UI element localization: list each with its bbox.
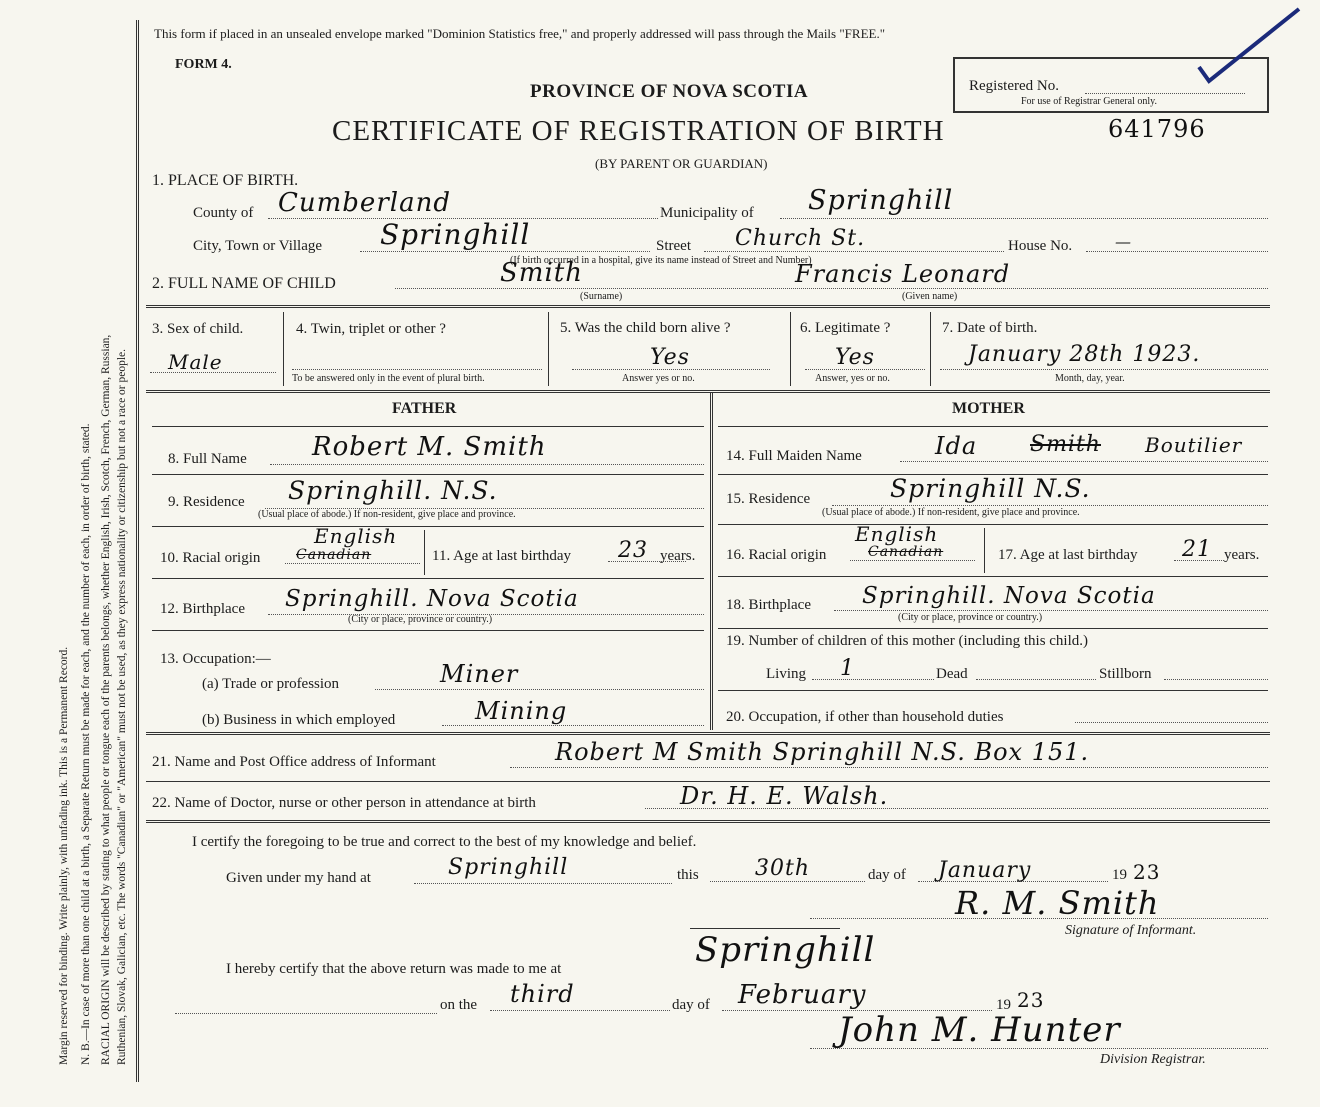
father-rule-4 bbox=[152, 578, 704, 579]
dead-label: Dead bbox=[936, 666, 968, 682]
mother-residence-label: 15. Residence bbox=[726, 491, 811, 507]
street-line bbox=[704, 251, 1004, 252]
father-heading: FATHER bbox=[392, 400, 457, 417]
page-subtitle: (BY PARENT OR GUARDIAN) bbox=[595, 156, 768, 171]
informant-signature-label: Signature of Informant. bbox=[1065, 923, 1197, 938]
dead-line bbox=[976, 679, 1096, 680]
stillborn-line bbox=[1164, 679, 1268, 680]
sex-label: 3. Sex of child. bbox=[152, 321, 244, 337]
born-alive-label: 5. Was the child born alive ? bbox=[560, 320, 731, 336]
registrar-signature: John M. Hunter bbox=[838, 1010, 1121, 1050]
father-birthplace-note: (City or place, province or country.) bbox=[348, 614, 493, 625]
twin-line bbox=[292, 369, 542, 370]
registrar-signature-label: Division Registrar. bbox=[1100, 1052, 1206, 1067]
given-at-line bbox=[414, 883, 672, 884]
surname-note: (Surname) bbox=[580, 291, 623, 302]
box-divider-2 bbox=[548, 312, 549, 386]
box-divider-3 bbox=[790, 312, 791, 386]
informant-line bbox=[510, 767, 1268, 768]
mother-rule-6 bbox=[718, 690, 1268, 691]
father-trade-label: (a) Trade or profession bbox=[202, 676, 340, 692]
father-residence-note: (Usual place of abode.) If non-resident, give place and province. bbox=[258, 509, 516, 520]
father-rule-1 bbox=[152, 426, 704, 427]
twin-note: To be answered only in the event of plural birth. bbox=[292, 373, 485, 384]
registrar-statement: I hereby certify that the above return was made to me at bbox=[226, 961, 562, 977]
day-of-label: day of bbox=[868, 867, 906, 883]
mother-racial-origin-struck: Canadian bbox=[868, 544, 944, 560]
section-divider-parents bbox=[146, 390, 1270, 393]
mother-rule-3 bbox=[718, 524, 1268, 525]
city-label: City, Town or Village bbox=[193, 238, 323, 254]
father-name-value: Robert M. Smith bbox=[312, 432, 547, 462]
father-racial-origin-label: 10. Racial origin bbox=[160, 550, 261, 566]
hospital-note: (If birth occurred in a hospital, give its name instead of Street and Number) bbox=[510, 255, 812, 266]
given-at-label: Given under my hand at bbox=[226, 870, 371, 886]
registrar-place-value: Springhill bbox=[695, 930, 876, 970]
stillborn-label: Stillborn bbox=[1099, 666, 1152, 682]
father-rule-5 bbox=[152, 630, 704, 631]
registrar-separator bbox=[690, 928, 840, 929]
mother-racial-age-divider bbox=[984, 528, 985, 573]
mother-rule-1 bbox=[718, 426, 1268, 427]
day-value: 30th bbox=[755, 856, 811, 881]
mother-name-line bbox=[900, 461, 1268, 462]
margin-racial-origin-note-1: RACIAL ORIGIN will be described by stating to what people or tongue each of the parents belongs, whether English, Irish, Scotch, French, German, Russian, bbox=[100, 334, 112, 1065]
mother-age-value: 21 bbox=[1182, 537, 1212, 562]
informant-signature: R. M. Smith bbox=[955, 884, 1160, 922]
father-residence-label: 9. Residence bbox=[168, 494, 245, 510]
father-occupation-label: 13. Occupation:— bbox=[160, 651, 271, 667]
mother-name-label: 14. Full Maiden Name bbox=[726, 448, 862, 464]
county-label: County of bbox=[193, 205, 254, 221]
father-trade-line bbox=[375, 689, 704, 690]
mother-occupation-line bbox=[1075, 722, 1268, 723]
mother-racial-origin-value: English bbox=[855, 522, 939, 546]
mother-age-label: 17. Age at last birthday bbox=[998, 547, 1138, 563]
form-number: FORM 4. bbox=[175, 57, 232, 72]
house-number-label: House No. bbox=[1008, 238, 1073, 254]
mother-occupation-label: 20. Occupation, if other than household duties bbox=[726, 709, 1004, 725]
section-divider-top bbox=[146, 305, 1270, 308]
living-label: Living bbox=[766, 666, 806, 682]
day-line bbox=[710, 881, 865, 882]
mother-racial-origin-label: 16. Racial origin bbox=[726, 547, 827, 563]
child-name-label: 2. FULL NAME OF CHILD bbox=[152, 275, 336, 292]
date-of-birth-line bbox=[940, 369, 1268, 370]
mother-birthplace-line bbox=[834, 610, 1268, 611]
father-racial-age-divider bbox=[424, 530, 425, 575]
given-name-note: (Given name) bbox=[902, 291, 958, 302]
father-business-line bbox=[442, 725, 704, 726]
date-of-birth-note: Month, day, year. bbox=[1055, 373, 1125, 384]
year-prefix: 19 bbox=[1112, 867, 1127, 883]
county-value: Cumberland bbox=[278, 188, 451, 218]
municipality-value: Springhill bbox=[808, 185, 954, 216]
house-number-value: — bbox=[1115, 232, 1132, 251]
municipality-line bbox=[780, 218, 1268, 219]
house-number-line bbox=[1086, 251, 1268, 252]
box-divider-1 bbox=[283, 312, 284, 386]
certificate-number: 641796 bbox=[1108, 115, 1206, 143]
city-value: Springhill bbox=[380, 218, 531, 251]
living-value: 1 bbox=[840, 656, 855, 681]
father-mother-divider bbox=[710, 392, 713, 730]
mother-age-years: years. bbox=[1224, 547, 1260, 563]
mother-residence-line bbox=[832, 505, 1268, 506]
mother-heading: MOTHER bbox=[952, 400, 1025, 417]
mother-name-first: Ida bbox=[935, 432, 978, 460]
municipality-label: Municipality of bbox=[660, 205, 754, 221]
mother-birthplace-value: Springhill. Nova Scotia bbox=[862, 583, 1156, 609]
place-of-birth-heading: 1. PLACE OF BIRTH. bbox=[152, 172, 299, 189]
binding-margin-rule bbox=[136, 20, 139, 1082]
registered-number-note: For use of Registrar General only. bbox=[1021, 96, 1157, 107]
registered-number-label: Registered No. bbox=[969, 78, 1059, 94]
date-of-birth-label: 7. Date of birth. bbox=[942, 320, 1038, 336]
informant-value: Robert M Smith Springhill N.S. Box 151. bbox=[555, 738, 1090, 766]
registrar-year-value: 23 bbox=[1017, 988, 1045, 1012]
father-business-label: (b) Business in which employed bbox=[202, 712, 396, 728]
legitimate-note: Answer, yes or no. bbox=[815, 373, 890, 384]
mother-name-struck: Smith bbox=[1030, 432, 1101, 457]
father-racial-origin-value: English bbox=[314, 524, 398, 548]
section-divider-informant bbox=[146, 732, 1270, 735]
free-postage-notice: This form if placed in an unsealed envelope marked "Dominion Statistics free," and properly addressed will pass through the Mails "FREE." bbox=[154, 26, 886, 41]
father-business-value: Mining bbox=[475, 697, 568, 725]
given-at-value: Springhill bbox=[448, 855, 569, 880]
living-line bbox=[812, 679, 934, 680]
father-rule-2 bbox=[152, 474, 704, 475]
born-alive-note: Answer yes or no. bbox=[622, 373, 695, 384]
registered-number-line bbox=[1085, 93, 1245, 94]
legitimate-label: 6. Legitimate ? bbox=[800, 320, 891, 336]
month-value: January bbox=[938, 858, 1032, 883]
registrar-day-line bbox=[490, 1010, 670, 1011]
twin-label: 4. Twin, triplet or other ? bbox=[296, 321, 446, 337]
year-value: 23 bbox=[1133, 860, 1161, 884]
father-name-line bbox=[270, 464, 704, 465]
father-racial-origin-line bbox=[285, 563, 420, 564]
mother-racial-origin-line bbox=[850, 560, 975, 561]
registrar-place-line bbox=[175, 1013, 437, 1014]
mother-birthplace-note: (City or place, province or country.) bbox=[898, 612, 1043, 623]
mother-rule-5 bbox=[718, 628, 1268, 629]
doctor-value: Dr. H. E. Walsh. bbox=[680, 782, 889, 810]
mother-name-last: Boutilier bbox=[1145, 433, 1243, 457]
mother-birthplace-label: 18. Birthplace bbox=[726, 597, 811, 613]
child-given-name-value: Francis Leonard bbox=[795, 260, 1011, 288]
mother-residence-note: (Usual place of abode.) If non-resident, give place and province. bbox=[822, 507, 1080, 518]
certify-statement: I certify the foregoing to be true and correct to the best of my knowledge and belief. bbox=[192, 834, 697, 850]
date-of-birth-value: January 28th 1923. bbox=[968, 342, 1201, 367]
father-racial-origin-struck: Canadian bbox=[296, 547, 372, 563]
child-name-line bbox=[395, 288, 1268, 289]
mother-rule-4 bbox=[718, 576, 1268, 577]
father-residence-value: Springhill. N.S. bbox=[288, 476, 498, 505]
mother-residence-value: Springhill N.S. bbox=[890, 474, 1091, 503]
margin-racial-origin-note-2: Ruthenian, Slovak, Galician, etc. The words "Canadian" or "American" must not be used, as they express nationality or citizenship but not a race or people. bbox=[116, 348, 128, 1065]
page-title: CERTIFICATE OF REGISTRATION OF BIRTH bbox=[332, 115, 945, 147]
on-the-label: on the bbox=[440, 997, 478, 1013]
this-label: this bbox=[677, 867, 699, 883]
mother-children-label: 19. Number of children of this mother (including this child.) bbox=[726, 633, 1089, 649]
registrar-year-prefix: 19 bbox=[996, 997, 1011, 1013]
registrar-day-value: third bbox=[510, 980, 575, 1008]
margin-plural-birth-note: N. B.—In case of more than one child at a birth, a Separate Return must be made for each, and the number of each, in order of birth, stated. bbox=[80, 423, 92, 1065]
doctor-label: 22. Name of Doctor, nurse or other person in attendance at birth bbox=[152, 795, 536, 811]
informant-label: 21. Name and Post Office address of Informant bbox=[152, 754, 436, 770]
checkmark-icon bbox=[1195, 5, 1305, 85]
father-birthplace-label: 12. Birthplace bbox=[160, 601, 245, 617]
registrar-day-of-label: day of bbox=[672, 997, 710, 1013]
legitimate-value: Yes bbox=[835, 345, 875, 370]
section-divider-certify bbox=[146, 820, 1270, 823]
street-label: Street bbox=[656, 238, 691, 254]
born-alive-value: Yes bbox=[650, 345, 690, 370]
province-heading: PROVINCE OF NOVA SCOTIA bbox=[530, 81, 809, 102]
father-birthplace-value: Springhill. Nova Scotia bbox=[285, 586, 579, 612]
box-divider-4 bbox=[930, 312, 931, 386]
margin-binding-note: Margin reserved for binding. Write plainly, with unfading ink. This is a Permanent Record. bbox=[58, 646, 70, 1065]
father-age-value: 23 bbox=[618, 538, 648, 563]
father-trade-value: Miner bbox=[440, 660, 519, 688]
father-age-years: years. bbox=[660, 548, 696, 564]
father-name-label: 8. Full Name bbox=[168, 451, 247, 467]
street-value: Church St. bbox=[735, 226, 866, 251]
father-age-label: 11. Age at last birthday bbox=[432, 548, 571, 564]
child-surname-value: Smith bbox=[500, 258, 583, 288]
registrar-month-value: February bbox=[738, 980, 867, 1010]
father-rule-3 bbox=[152, 526, 704, 527]
sex-value: Male bbox=[168, 350, 223, 374]
city-line bbox=[360, 251, 650, 252]
